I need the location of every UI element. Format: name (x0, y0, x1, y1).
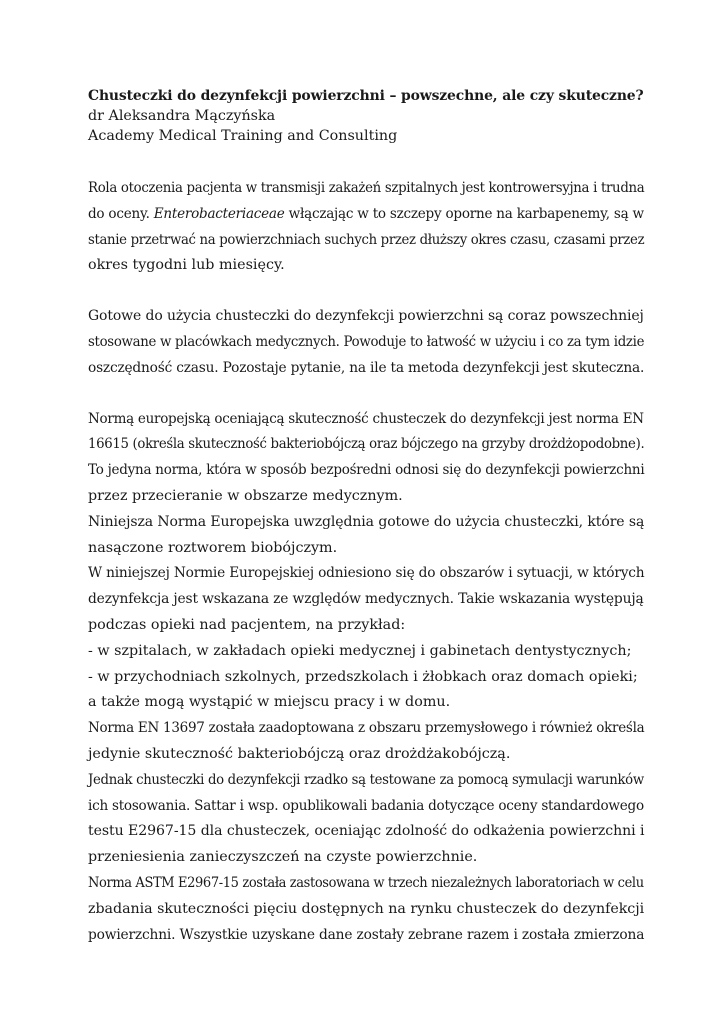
paragraph-3 (88, 407, 644, 949)
spacer (88, 279, 644, 304)
author-affiliation: Academy Medical Training and Consulting (88, 128, 398, 144)
spacer (88, 382, 644, 407)
text-line: stanie przetrwać na powierzchniach suchych przez dłuższy okres czasu, czasami przez (88, 231, 645, 248)
document-title: Chusteczki do dezynfekcji powierzchni – powszechne, ale czy skuteczne? (88, 88, 644, 104)
italic-term: Enterobacteriaceae (153, 205, 285, 222)
text-line: W niniejszej Normie Europejskiej odniesiono się do obszarów i sytuacji, w których (88, 565, 645, 582)
text-line: a także mogą wystąpić w miejscu pracy i w domu. (88, 694, 451, 711)
document-page (88, 86, 644, 948)
text-line: 16615 (określa skuteczność bakteriobójczą oraz bójczego na grzyby drożdżopodobne). (88, 436, 645, 453)
text-line: Niniejsza Norma Europejska uwzględnia gotowe do użycia chusteczki, które są (88, 513, 645, 530)
list-item: - w szpitalach, w zakładach opieki medycznej i gabinetach dentystycznych; (88, 642, 632, 659)
text-line: przez przecieranie w obszarze medycznym. (88, 487, 403, 504)
text-line: nasączone roztworem biobójczym. (88, 539, 338, 556)
paragraph-2 (88, 304, 644, 381)
text-line: To jedyna norma, która w sposób bezpośredni odnosi się do dezynfekcji powierzchni (88, 462, 645, 479)
text-line: okres tygodni lub miesięcy. (88, 257, 285, 274)
list-item: - w przychodniach szkolnych, przedszkolach i żłobkach oraz domach opieki; (88, 668, 638, 685)
text-line: przeniesienia zanieczyszczeń na czyste powierzchnie. (88, 849, 478, 866)
text-segment: włączając w to szczepy oporne na karbapenemy, są w (284, 205, 644, 222)
spacer (88, 146, 644, 176)
text-line: Norma ASTM E2967-15 została zastosowana w trzech niezależnych laboratoriach w celu (88, 874, 644, 891)
text-line: Rola otoczenia pacjenta w transmisji zakażeń szpitalnych jest kontrowersyjna i trudna (88, 180, 645, 196)
text-line (88, 202, 644, 228)
text-line: zbadania skuteczności pięciu dostępnych na rynku chusteczek do dezynfekcji (88, 900, 645, 917)
text-line: podczas opieki nad pacjentem, na przykład: (88, 616, 406, 633)
text-line: jedynie skuteczność bakteriobójczą oraz drożdżakobójczą. (88, 745, 511, 762)
text-line: dezynfekcja jest wskazana ze względów medycznych. Takie wskazania występują (88, 591, 644, 608)
text-line: powierzchni. Wszystkie uzyskane dane zostały zebrane razem i została zmierzona (88, 926, 645, 943)
paragraph-1 (88, 176, 644, 279)
text-line: Gotowe do użycia chusteczki do dezynfekcji powierzchni są coraz powszechniej (88, 308, 644, 325)
author-name: dr Aleksandra Mączyńska (88, 108, 276, 124)
text-line: ich stosowania. Sattar i wsp. opublikowali badania dotyczące oceny standardowego (88, 797, 644, 814)
text-line: oszczędność czasu. Pozostaje pytanie, na ile ta metoda dezynfekcji jest skuteczna. (88, 359, 645, 376)
text-line: testu E2967-15 dla chusteczek, oceniając zdolność do odkażenia powierzchni i (88, 823, 645, 840)
text-line: stosowane w placówkach medycznych. Powoduje to łatwość w użyciu i co za tym idzie (88, 333, 645, 350)
text-line: Jednak chusteczki do dezynfekcji rzadko są testowane za pomocą symulacji warunków (88, 771, 644, 788)
text-line: Normą europejską oceniającą skuteczność chusteczek do dezynfekcji jest norma EN (88, 410, 644, 427)
text-line: Norma EN 13697 została zaadoptowana z obszaru przemysłowego i również określa (88, 720, 645, 737)
text-segment: do oceny. (88, 205, 154, 222)
